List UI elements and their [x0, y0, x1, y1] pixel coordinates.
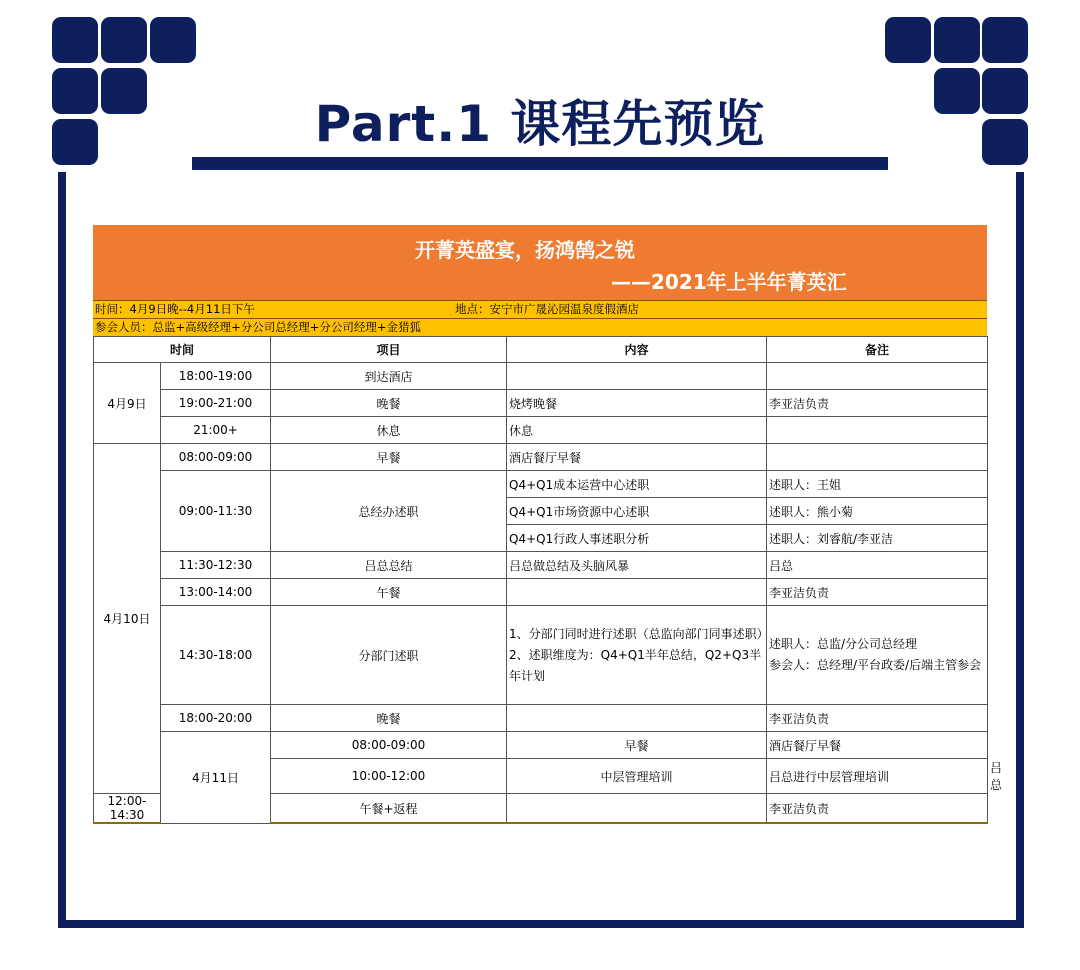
time-cell: 19:00-21:00: [161, 390, 271, 417]
item-cell: 休息: [271, 417, 507, 444]
content-cell: 1、分部门同时进行述职（总监向部门同事述职）2、述职维度为：Q4+Q1半年总结，Q2+Q3半年计划: [507, 606, 767, 705]
content-cell: 吕总进行中层管理培训: [767, 759, 988, 794]
table-header-row: [94, 337, 988, 363]
table-row: [94, 579, 988, 606]
day-cell: 4月11日: [161, 732, 271, 824]
time-label: 时间：4月9日晚--4月11日下午: [95, 302, 255, 316]
title-underline: [192, 157, 888, 170]
corner-square: [982, 17, 1028, 63]
table-row: [94, 417, 988, 444]
remark-cell: 李亚洁负责: [767, 794, 988, 824]
item-cell: 晚餐: [271, 390, 507, 417]
item-cell: 吕总总结: [271, 552, 507, 579]
remark-cell: 李亚洁负责: [767, 579, 988, 606]
time-cell: 12:00-14:30: [94, 794, 161, 824]
corner-square: [150, 17, 196, 63]
day-cell: 4月9日: [94, 363, 161, 444]
time-cell: 13:00-14:00: [161, 579, 271, 606]
remark-cell: [767, 363, 988, 390]
corner-square: [885, 17, 931, 63]
corner-square: [52, 17, 98, 63]
table-row: [94, 444, 988, 471]
day-cell: 4月10日: [94, 444, 161, 794]
time-cell: 18:00-20:00: [161, 705, 271, 732]
location-label: 地点：安宁市广晟沁园温泉度假酒店: [455, 302, 639, 316]
content-cell: [507, 705, 767, 732]
table-row: [94, 552, 988, 579]
content-cell: 休息: [507, 417, 767, 444]
banner-line-2: ——2021年上半年菁英汇: [611, 270, 847, 294]
remark-cell: 吕总: [767, 552, 988, 579]
content-cell: 酒店餐厅早餐: [767, 732, 988, 759]
info-row-attendees: [93, 318, 987, 336]
table-row: [94, 363, 988, 390]
corner-square: [934, 17, 980, 63]
remark-cell: 李亚洁负责: [767, 390, 988, 417]
item-cell: 到达酒店: [271, 363, 507, 390]
time-cell: 09:00-11:30: [161, 471, 271, 552]
content-cell: [507, 363, 767, 390]
banner-line-1: 开菁英盛宴，扬鸿鹄之锐: [415, 238, 635, 262]
schedule-table: [93, 336, 1003, 824]
remark-line: 述职人：总监/分公司总经理: [769, 637, 918, 651]
column-header-item: 项目: [271, 337, 507, 363]
remark-cell: 述职人：王姐: [767, 471, 988, 498]
column-header-remark: 备注: [767, 337, 988, 363]
content-cell: [507, 794, 767, 824]
remark-cell: 李亚洁负责: [767, 705, 988, 732]
time-cell: 10:00-12:00: [271, 759, 507, 794]
item-cell: 中层管理培训: [507, 759, 767, 794]
table-row: [94, 390, 988, 417]
corner-square: [101, 17, 147, 63]
content-cell: 酒店餐厅早餐: [507, 444, 767, 471]
attendees-label: 参会人员：总监+高级经理+分公司总经理+分公司经理+金猎狐: [95, 320, 422, 334]
page-title: Part.1 课程先预览: [314, 95, 766, 153]
info-row-time-location: [93, 300, 987, 318]
remark-cell: [767, 417, 988, 444]
time-cell: 21:00+: [161, 417, 271, 444]
time-cell: 08:00-09:00: [271, 732, 507, 759]
item-cell: 分部门述职: [271, 606, 507, 705]
remark-cell: 述职人：熊小菊: [767, 498, 988, 525]
item-cell: 早餐: [271, 444, 507, 471]
item-cell: 午餐: [271, 579, 507, 606]
column-header-content: 内容: [507, 337, 767, 363]
item-cell: 总经办述职: [271, 471, 507, 552]
content-cell: Q4+Q1成本运营中心述职: [507, 471, 767, 498]
item-cell: 午餐+返程: [271, 794, 507, 824]
table-row: [94, 471, 988, 498]
remark-cell: [767, 606, 988, 705]
time-cell: 14:30-18:00: [161, 606, 271, 705]
content-cell: [507, 579, 767, 606]
content-cell: Q4+Q1行政人事述职分析: [507, 525, 767, 552]
content-cell: 烧烤晚餐: [507, 390, 767, 417]
time-cell: 08:00-09:00: [161, 444, 271, 471]
schedule-banner: [93, 225, 987, 300]
column-header-time: 时间: [94, 337, 271, 363]
content-cell: Q4+Q1市场资源中心述职: [507, 498, 767, 525]
schedule-sheet: [93, 225, 1003, 824]
remark-cell: 述职人：刘睿航/李亚洁: [767, 525, 988, 552]
time-cell: 18:00-19:00: [161, 363, 271, 390]
time-cell: 11:30-12:30: [161, 552, 271, 579]
item-cell: 晚餐: [271, 705, 507, 732]
table-row: 10:00-12:00 中层管理培训 吕总进行中层管理培训 吕总: [94, 759, 988, 794]
table-row: [94, 705, 988, 732]
table-row: [94, 732, 988, 759]
remark-cell: [767, 444, 988, 471]
item-cell: 早餐: [507, 732, 767, 759]
content-cell: 吕总做总结及头脑风暴: [507, 552, 767, 579]
remark-line: 参会人：总经理/平台政委/后端主管参会: [769, 658, 982, 672]
table-row: [94, 606, 988, 705]
